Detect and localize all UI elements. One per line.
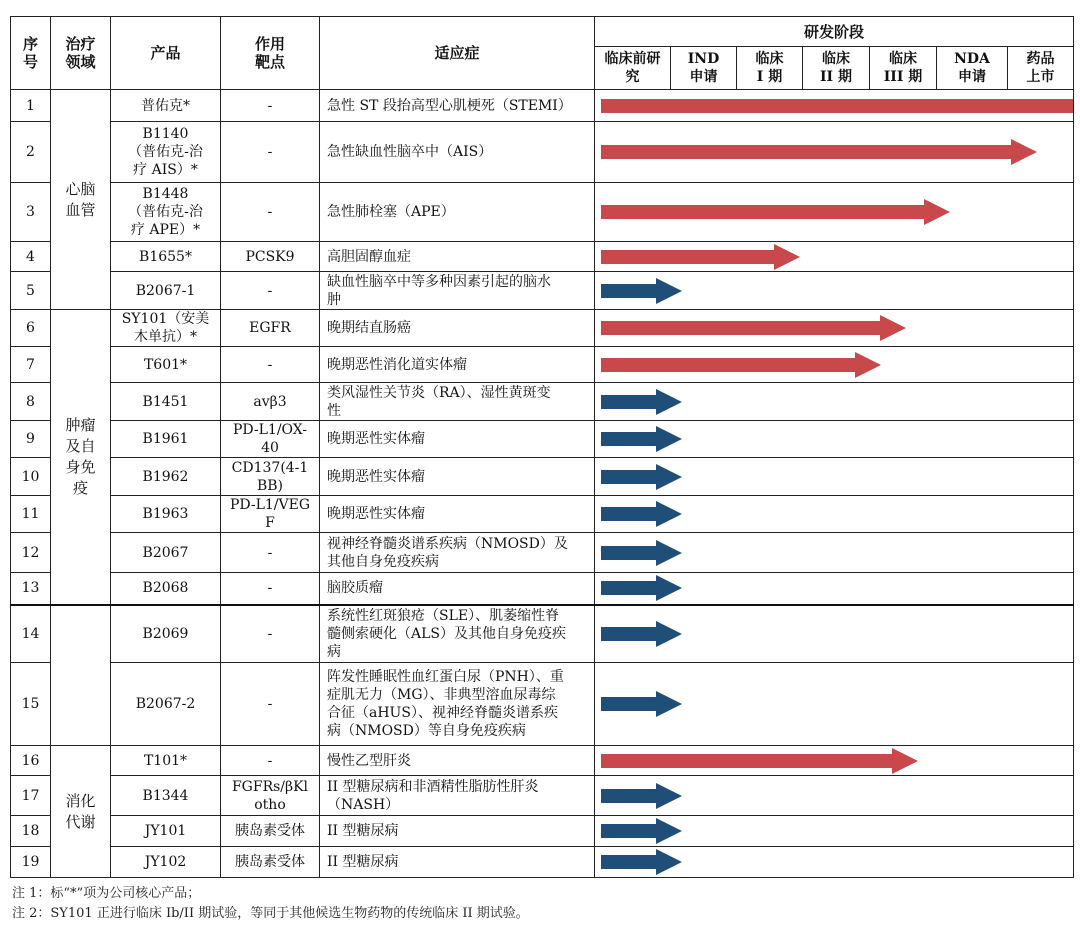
arrow-shape <box>601 464 682 490</box>
arrow-shape <box>601 244 800 270</box>
header-product: 产品 <box>111 17 221 90</box>
target: 胰岛素受体 <box>221 847 320 878</box>
indication: 阵发性睡眠性血红蛋白尿（PNH）、重 症肌无力（MG）、非典型溶血尿毒综 合征（aHUS）、视神经脊髓炎谱系疾 病（NMOSD）等自身免疫疾病 <box>320 663 595 746</box>
phase-2: 临床 II 期 <box>803 47 870 90</box>
row-number: 12 <box>11 533 51 573</box>
target: - <box>221 183 320 242</box>
arrow-shape <box>601 278 682 304</box>
progress-arrow-red <box>601 199 950 225</box>
product-name: B2068 <box>111 573 221 605</box>
stage-cell <box>595 421 1074 458</box>
target: PD-L1/VEG F <box>221 496 320 533</box>
footnotes <box>12 884 529 924</box>
target: - <box>221 347 320 383</box>
stage-cell <box>595 605 1074 663</box>
phase-market: 药品 上市 <box>1008 47 1074 90</box>
row-number: 8 <box>11 383 51 421</box>
target: 胰岛素受体 <box>221 816 320 847</box>
stage-cell <box>595 776 1074 816</box>
progress-arrow-blue <box>601 540 682 566</box>
table-row <box>11 183 1074 242</box>
product-name: B1140 （普佑克-治 疗 AIS）* <box>111 122 221 183</box>
table-row <box>11 90 1074 122</box>
phase-3: 临床 III 期 <box>870 47 937 90</box>
footnote-2: 注 2：SY101 正进行临床 Ib/II 期试验，等同于其他候选生物药物的传统临床 II 期试验。 <box>12 906 529 921</box>
progress-arrow-blue <box>601 501 682 527</box>
stage-cell <box>595 90 1074 122</box>
progress-arrow-blue <box>601 783 682 809</box>
product-name: 普佑克* <box>111 90 221 122</box>
stage-cell <box>595 122 1074 183</box>
arrow-shape <box>601 849 682 875</box>
arrow-shape <box>601 691 682 717</box>
product-name: B1655* <box>111 242 221 272</box>
stage-cell <box>595 310 1074 347</box>
phase-ind: IND 申请 <box>671 47 737 90</box>
pipeline-table <box>10 16 1074 878</box>
product-name: B2067 <box>111 533 221 573</box>
target: - <box>221 605 320 663</box>
row-number: 18 <box>11 816 51 847</box>
therapeutic-area: 肿瘤 及自 身免 疫 <box>51 310 111 605</box>
product-name: B1961 <box>111 421 221 458</box>
table-row <box>11 746 1074 776</box>
target: CD137(4-1 BB) <box>221 458 320 496</box>
arrow-shape <box>601 199 950 225</box>
row-number: 4 <box>11 242 51 272</box>
arrow-shape <box>601 748 918 774</box>
product-name: B1963 <box>111 496 221 533</box>
row-number: 1 <box>11 90 51 122</box>
row-number: 14 <box>11 605 51 663</box>
stage-cell <box>595 458 1074 496</box>
row-number: 7 <box>11 347 51 383</box>
stage-cell <box>595 573 1074 605</box>
indication: 脑胶质瘤 <box>320 573 595 605</box>
phase-1: 临床 I 期 <box>737 47 803 90</box>
header-target: 作用 靶点 <box>221 17 320 90</box>
product-name: B1344 <box>111 776 221 816</box>
table-row <box>11 310 1074 347</box>
indication: 慢性乙型肝炎 <box>320 746 595 776</box>
header-area: 治疗 领域 <box>51 17 111 90</box>
table-row <box>11 383 1074 421</box>
indication: 晚期结直肠癌 <box>320 310 595 347</box>
therapeutic-area: 心脑 血管 <box>51 90 111 310</box>
progress-arrow-red <box>601 352 881 378</box>
row-number: 16 <box>11 746 51 776</box>
progress-arrow-blue <box>601 426 682 452</box>
table-row <box>11 242 1074 272</box>
table-row <box>11 605 1074 663</box>
progress-arrow-blue <box>601 691 682 717</box>
row-number: 3 <box>11 183 51 242</box>
row-number: 2 <box>11 122 51 183</box>
target: - <box>221 663 320 746</box>
arrow-shape <box>601 352 881 378</box>
arrow-shape <box>601 93 1074 119</box>
progress-arrow-red <box>601 244 800 270</box>
indication: 晚期恶性实体瘤 <box>320 421 595 458</box>
table-row <box>11 347 1074 383</box>
progress-arrow-red <box>601 93 1074 119</box>
indication: 系统性红斑狼疮（SLE）、肌萎缩性脊 髓侧索硬化（ALS）及其他自身免疫疾 病 <box>320 605 595 663</box>
progress-arrow-blue <box>601 575 682 601</box>
table-row <box>11 421 1074 458</box>
arrow-shape <box>601 783 682 809</box>
indication: 晚期恶性实体瘤 <box>320 458 595 496</box>
row-number: 11 <box>11 496 51 533</box>
stage-cell <box>595 183 1074 242</box>
row-number: 5 <box>11 272 51 310</box>
row-number: 9 <box>11 421 51 458</box>
footnote-1: 注 1：标“*”项为公司核心产品； <box>12 886 201 901</box>
stage-cell <box>595 242 1074 272</box>
progress-arrow-blue <box>601 464 682 490</box>
table-row <box>11 816 1074 847</box>
pipeline-body <box>11 90 1074 878</box>
target: PCSK9 <box>221 242 320 272</box>
product-name: B1448 （普佑克-治 疗 APE）* <box>111 183 221 242</box>
progress-arrow-red <box>601 139 1037 165</box>
indication: II 型糖尿病 <box>320 847 595 878</box>
stage-cell <box>595 816 1074 847</box>
stage-cell <box>595 496 1074 533</box>
target: FGFRs/βKl otho <box>221 776 320 816</box>
table-row <box>11 496 1074 533</box>
progress-arrow-red <box>601 748 918 774</box>
indication: 高胆固醇血症 <box>320 242 595 272</box>
therapeutic-area <box>51 605 111 746</box>
target: - <box>221 573 320 605</box>
arrow-shape <box>601 426 682 452</box>
therapeutic-area: 消化 代谢 <box>51 746 111 878</box>
progress-arrow-blue <box>601 389 682 415</box>
phase-preclinical: 临床前研 究 <box>595 47 671 90</box>
target: PD-L1/OX- 40 <box>221 421 320 458</box>
arrow-shape <box>601 501 682 527</box>
header-seq: 序 号 <box>11 17 51 90</box>
row-number: 19 <box>11 847 51 878</box>
stage-cell <box>595 272 1074 310</box>
indication: 急性肺栓塞（APE） <box>320 183 595 242</box>
indication: 视神经脊髓炎谱系疾病（NMOSD）及 其他自身免疫疾病 <box>320 533 595 573</box>
product-name: SY101（安美 木单抗）* <box>111 310 221 347</box>
arrow-shape <box>601 315 906 341</box>
indication: 晚期恶性消化道实体瘤 <box>320 347 595 383</box>
progress-arrow-red <box>601 315 906 341</box>
stage-cell <box>595 746 1074 776</box>
arrow-shape <box>601 540 682 566</box>
stage-cell <box>595 383 1074 421</box>
table-row <box>11 663 1074 746</box>
progress-arrow-blue <box>601 278 682 304</box>
product-name: T101* <box>111 746 221 776</box>
target: - <box>221 272 320 310</box>
arrow-shape <box>601 389 682 415</box>
product-name: B2067-2 <box>111 663 221 746</box>
indication: 急性 ST 段抬高型心肌梗死（STEMI） <box>320 90 595 122</box>
table-row <box>11 847 1074 878</box>
product-name: B2069 <box>111 605 221 663</box>
row-number: 10 <box>11 458 51 496</box>
target: EGFR <box>221 310 320 347</box>
arrow-shape <box>601 818 682 844</box>
row-number: 17 <box>11 776 51 816</box>
target: avβ3 <box>221 383 320 421</box>
arrow-shape <box>601 621 682 647</box>
target: - <box>221 746 320 776</box>
table-row <box>11 573 1074 605</box>
header-stage: 研发阶段 <box>595 17 1074 47</box>
stage-cell <box>595 847 1074 878</box>
table-row <box>11 122 1074 183</box>
indication: 缺血性脑卒中等多种因素引起的脑水 肿 <box>320 272 595 310</box>
target: - <box>221 90 320 122</box>
stage-cell <box>595 347 1074 383</box>
product-name: T601* <box>111 347 221 383</box>
product-name: JY102 <box>111 847 221 878</box>
product-name: B2067-1 <box>111 272 221 310</box>
table-row <box>11 776 1074 816</box>
product-name: B1962 <box>111 458 221 496</box>
indication: 类风湿性关节炎（RA）、湿性黄斑变 性 <box>320 383 595 421</box>
row-number: 6 <box>11 310 51 347</box>
progress-arrow-blue <box>601 621 682 647</box>
indication: II 型糖尿病 <box>320 816 595 847</box>
row-number: 13 <box>11 573 51 605</box>
table-row <box>11 458 1074 496</box>
phase-nda: NDA 申请 <box>937 47 1008 90</box>
arrow-shape <box>601 575 682 601</box>
row-number: 15 <box>11 663 51 746</box>
arrow-shape <box>601 139 1037 165</box>
progress-arrow-blue <box>601 849 682 875</box>
indication: 急性缺血性脑卒中（AIS） <box>320 122 595 183</box>
stage-cell <box>595 663 1074 746</box>
indication: II 型糖尿病和非酒精性脂肪性肝炎 （NASH） <box>320 776 595 816</box>
product-name: JY101 <box>111 816 221 847</box>
header-indication: 适应症 <box>320 17 595 90</box>
table-row <box>11 272 1074 310</box>
product-name: B1451 <box>111 383 221 421</box>
target: - <box>221 533 320 573</box>
stage-cell <box>595 533 1074 573</box>
table-row <box>11 533 1074 573</box>
progress-arrow-blue <box>601 818 682 844</box>
indication: 晚期恶性实体瘤 <box>320 496 595 533</box>
target: - <box>221 122 320 183</box>
